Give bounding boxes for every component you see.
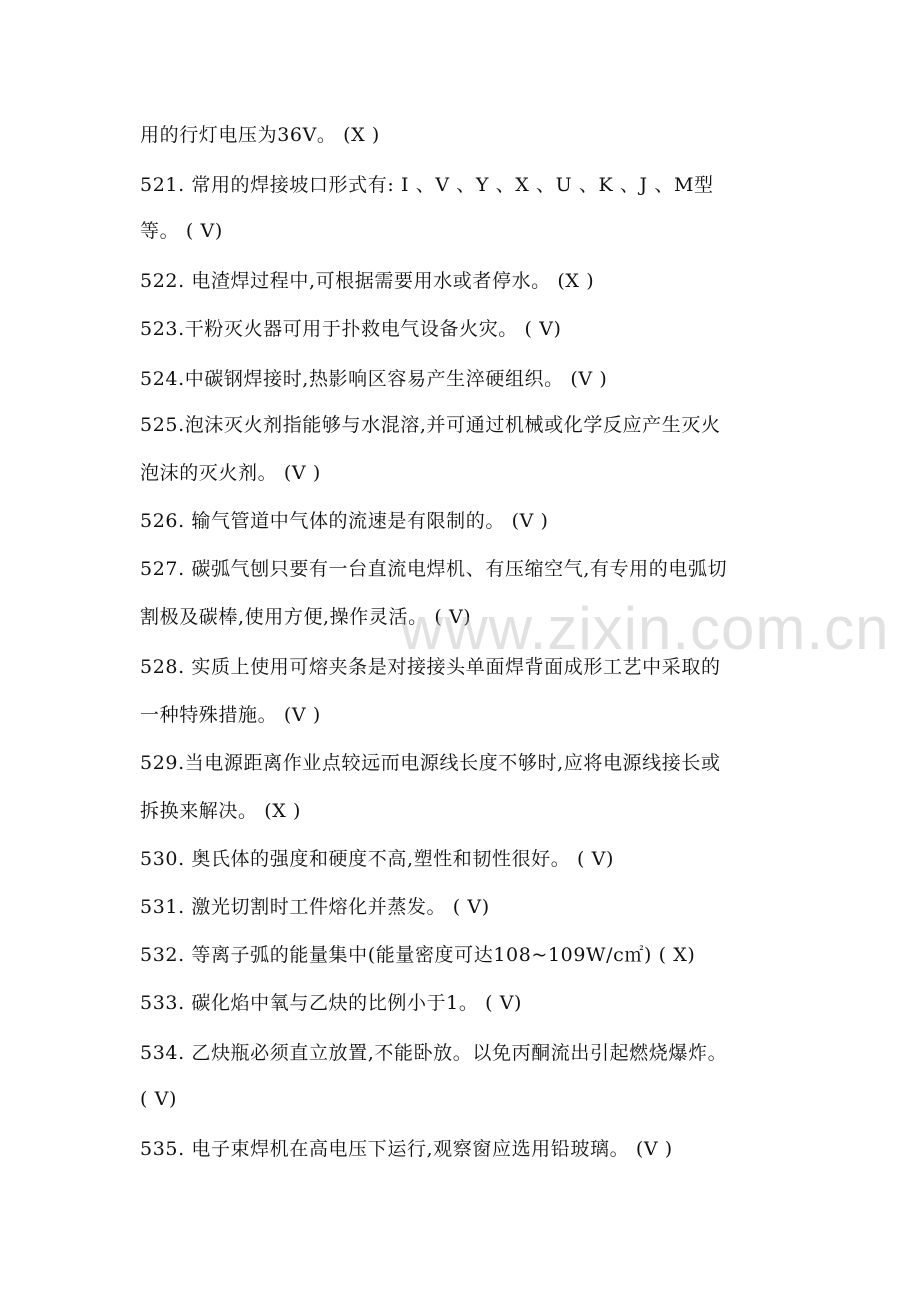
question-534-line-2: ( V) xyxy=(140,1088,177,1110)
question-528-line-1: 528. 实质上使用可熔夹条是对接接头单面焊背面成形工艺中采取的 xyxy=(140,656,721,678)
question-532: 532. 等离子弧的能量集中(能量密度可达108~109W/c㎡) ( X) xyxy=(140,944,696,966)
question-529-line-2: 拆换来解决。 (X ) xyxy=(140,800,302,822)
question-521-line-1: 521. 常用的焊接坡口形式有: I 、V 、Y 、X 、U 、K 、J 、M型 xyxy=(140,174,714,196)
question-522: 522. 电渣焊过程中,可根据需要用水或者停水。 (X ) xyxy=(140,270,595,292)
question-524: 524.中碳钢焊接时,热影响区容易产生淬硬组织。 (V ) xyxy=(140,368,608,390)
question-525-line-2: 泡沫的灭火剂。 (V ) xyxy=(140,462,321,484)
question-525-line-1: 525.泡沫灭火剂指能够与水混溶,并可通过机械或化学反应产生灭火 xyxy=(140,414,721,436)
question-534-line-1: 534. 乙炔瓶必须直立放置,不能卧放。以免丙酮流出引起燃烧爆炸。 xyxy=(140,1042,728,1064)
question-529-line-1: 529.当电源距离作业点较远而电源线长度不够时,应将电源线接长或 xyxy=(140,752,721,774)
question-531: 531. 激光切割时工件熔化并蒸发。 ( V) xyxy=(140,896,490,918)
question-535: 535. 电子束焊机在高电压下运行,观察窗应选用铅玻璃。 (V ) xyxy=(140,1138,673,1160)
watermark: www.zixin.com.cn xyxy=(400,595,890,662)
question-533: 533. 碳化焰中氧与乙炔的比例小于1。 ( V) xyxy=(140,992,523,1014)
text-line-1: 用的行灯电压为36V。 (X ) xyxy=(140,124,380,146)
question-523: 523.干粉灭火器可用于扑救电气设备火灾。 ( V) xyxy=(140,318,562,340)
question-527-line-1: 527. 碳弧气刨只要有一台直流电焊机、有压缩空气,有专用的电弧切 xyxy=(140,558,728,580)
question-530: 530. 奥氏体的强度和硬度不高,塑性和韧性很好。 ( V) xyxy=(140,848,615,870)
question-526: 526. 输气管道中气体的流速是有限制的。 (V ) xyxy=(140,510,549,532)
question-528-line-2: 一种特殊措施。 (V ) xyxy=(140,704,321,726)
question-521-line-2: 等。 ( V) xyxy=(140,220,223,242)
question-527-line-2: 割极及碳棒,使用方便,操作灵活。 ( V) xyxy=(140,606,472,628)
